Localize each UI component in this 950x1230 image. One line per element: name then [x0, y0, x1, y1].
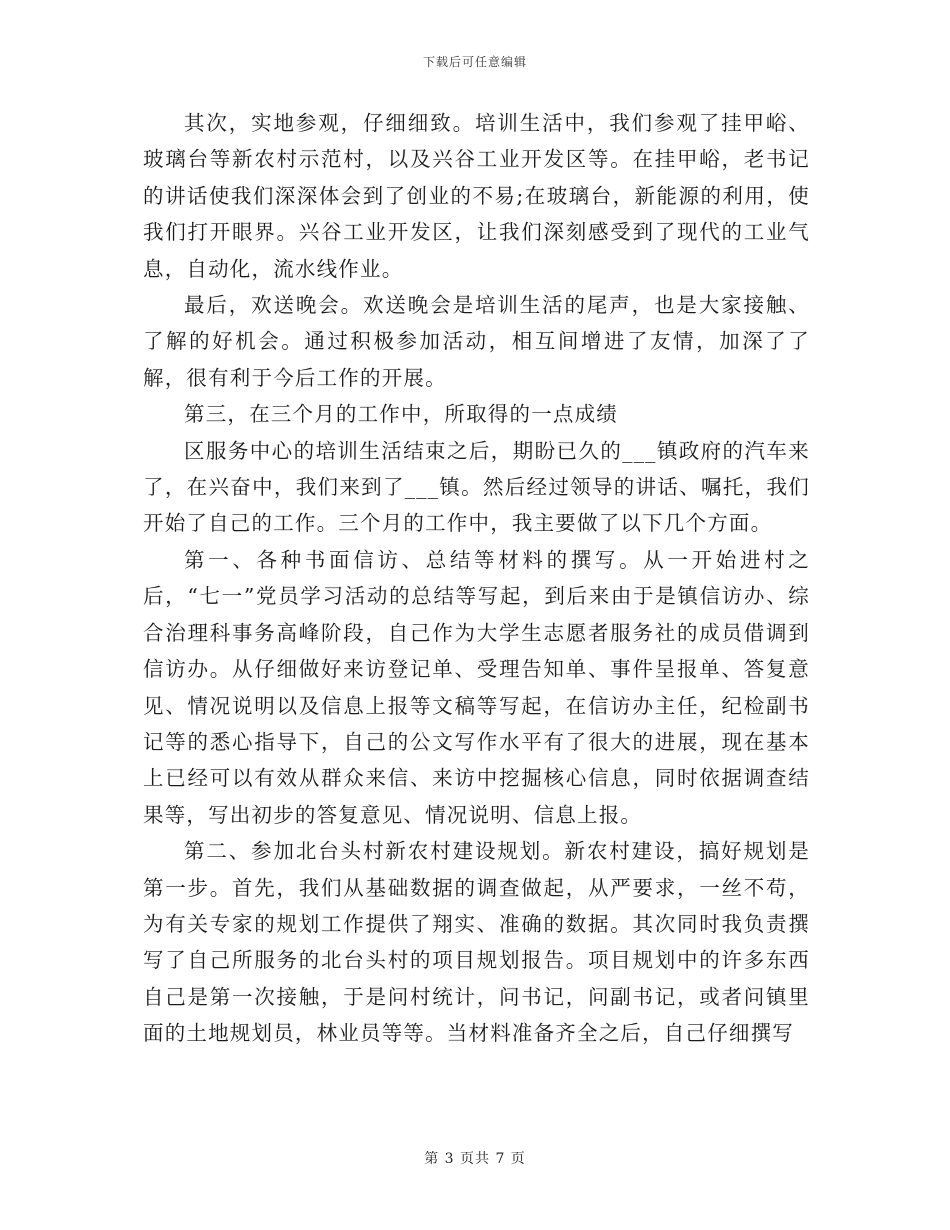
page-footer: 第 3 页共 7 页 [424, 1151, 526, 1167]
page-header: 下载后可任意编辑 [422, 55, 527, 69]
body-text [143, 105, 810, 1052]
paragraph: 第一、各种书面信访、总结等材料的撰写。从一开始进村之后，“七一”党员学习活动的总结等写起，到后来由于是镇信访办、综合治理科事务高峰阶段，自己作为大学生志愿者服务社的成员借调到信访办。从仔细做好来访登记单、受理告知单、事件呈报单、答复意见、情况说明以及信息上报等文稿等写起，在信访办主任，纪检副书记等的悉心指导下，自己的公文写作水平有了很大的进展，现在基本上已经可以有效从群众来信、来访中挖掘核心信息，同时依据调查结果等，写出初步的答复意见、情况说明、信息上报。 [143, 547, 810, 827]
section-heading: 第三，在三个月的工作中，所取得的一点成绩 [184, 402, 618, 427]
paragraph: 其次，实地参观，仔细细致。培训生活中，我们参观了挂甲峪、玻璃台等新农村示范村，以及兴谷工业开发区等。在挂甲峪，老书记的讲话使我们深深体会到了创业的不易;在玻璃台，新能源的利用，使我们打开眼界。兴谷工业开发区，让我们深刻感受到了现代的工业气息，自动化，流水线作业。 [143, 111, 810, 281]
paragraph: 第二、参加北台头村新农村建设规划。新农村建设，搞好规划是第一步。首先，我们从基础数据的调查做起，从严要求，一丝不苟，为有关专家的规划工作提供了翔实、准确的数据。其次同时我负责撰写了自己所服务的北台头村的项目规划报告。项目规划中的许多东西自己是第一次接触，于是问村统计，问书记，问副书记，或者问镇里面的土地规划员，林业员等等。当材料准备齐全之后，自己仔细撰写 [143, 839, 810, 1046]
paragraph: 区服务中心的培训生活结束之后，期盼已久的___镇政府的汽车来了，在兴奋中，我们来到了___镇。然后经过领导的讲话、嘱托，我们开始了自己的工作。三个月的工作中，我主要做了以下几个方面。 [143, 438, 810, 536]
paragraph: 最后，欢送晚会。欢送晚会是培训生活的尾声，也是大家接触、了解的好机会。通过积极参加活动，相互间增进了友情，加深了了解，很有利于今后工作的开展。 [143, 293, 810, 390]
